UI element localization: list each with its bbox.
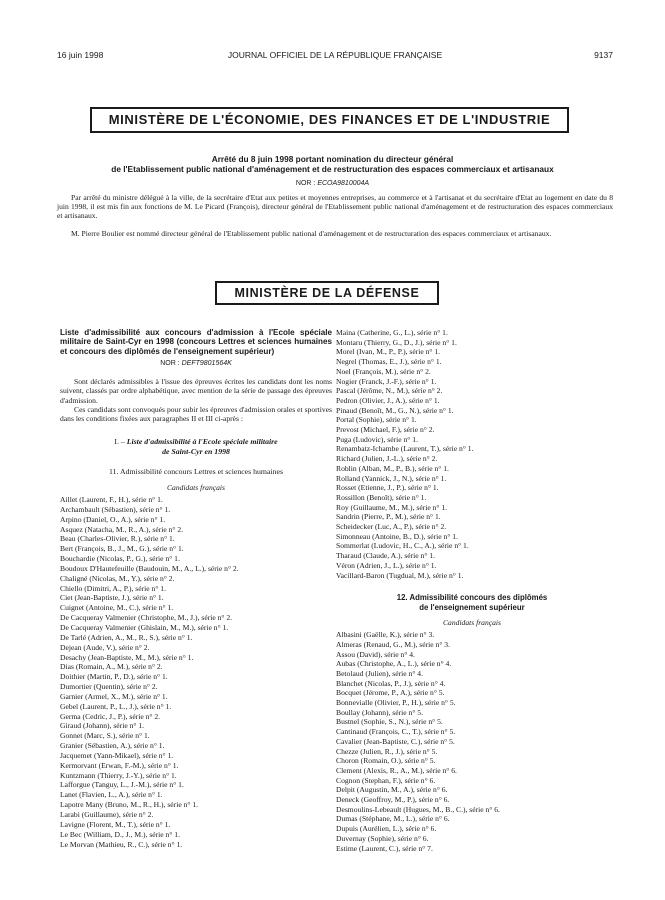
- candidate-entry: Almeras (Renaud, G., M.), série n° 3.: [336, 639, 450, 649]
- candidate-entry: De Tarlé (Adrien, A., M., R., S.), série n° 1.: [60, 632, 193, 642]
- section-1-title-line1: Liste d'admissibilité à l'Ecole spéciale militaire: [126, 437, 278, 447]
- candidate-entry: Aillet (Laurent, F., H.), série n° 1.: [60, 495, 163, 505]
- candidate-entry: Vacillard-Baron (Tugdual, M.), série n° 1.: [336, 570, 464, 580]
- candidate-entry: Nogier (Franck, J.-F.), série n° 1.: [336, 376, 437, 386]
- subsection-12-line1: 12. Admissibilité concours des diplômés: [396, 593, 548, 603]
- candidate-entry: Gonnet (Marc, S.), série n° 1.: [60, 731, 150, 741]
- candidate-entry: Rossillon (Benoît), série n° 1.: [336, 492, 427, 502]
- right-column: [336, 328, 608, 853]
- liste-nor-code: DEFT9801564K: [181, 360, 232, 368]
- section-1-heading: [60, 437, 332, 456]
- left-column: [60, 328, 332, 849]
- candidate-entry: Garnier (Armel, X., M.), série n° 1.: [60, 691, 168, 701]
- candidate-entry: Bustnel (Sophie, S., N.), série n° 5.: [336, 717, 443, 727]
- arrete-title-line2: de l'Etablissement public national d'aménagement et de restructuration des espaces commerciaux et artisanaux: [111, 164, 554, 174]
- candidate-entry: Bert (François, B., J., M., G.), série n° 1.: [60, 544, 184, 554]
- subsection-11-heading: 11. Admissibilité concours Lettres et sciences humaines: [108, 467, 284, 477]
- header-journal-title: JOURNAL OFFICIEL DE LA RÉPUBLIQUE FRANÇAISE: [227, 50, 443, 60]
- header-date: 16 juin 1998: [57, 50, 104, 60]
- subsection-11-category: Candidats français: [166, 483, 225, 493]
- candidate-entry: Rosset (Etienne, J., P.), série n° 1.: [336, 483, 439, 493]
- candidate-entry: Tharaud (Claude, A.), série n° 1.: [336, 551, 435, 561]
- candidate-entry: De Cacqueray Valmenier (Ghislain, M., M.), série n° 1.: [60, 622, 229, 632]
- candidate-entry: Granier (Sébastien, A.), série n° 1.: [60, 741, 165, 751]
- candidate-entry: Pinaud (Benoît, M., G., N.), série n° 1.: [336, 405, 454, 415]
- candidate-entry: Lavigne (Florent, M., T.), série n° 1.: [60, 819, 171, 829]
- candidate-entry: Clement (Alexis, R., A., M.), série n° 6.: [336, 765, 457, 775]
- candidate-list-left: [60, 495, 332, 849]
- candidate-entry: Delpit (Augustin, M., A.), série n° 6.: [336, 785, 448, 795]
- section-1-prefix: I. –: [114, 437, 125, 447]
- liste-nor-label: NOR :: [160, 360, 180, 368]
- candidate-list-right: [336, 328, 608, 580]
- candidate-entry: Lafforgue (Tanguy, L., J.-M.), série n° 1.: [60, 780, 184, 790]
- candidate-entry: Bouchardie (Nicolas, P., G.), série n° 1.: [60, 554, 180, 564]
- candidate-entry: Gebel (Laurent, P., L., J.), série n° 1.: [60, 701, 172, 711]
- candidate-entry: Morel (Ivan, M., P., P.), série n° 1.: [336, 347, 441, 357]
- candidate-entry: Dumortier (Quentin), série n° 2.: [60, 682, 158, 692]
- liste-paragraph-1: Sont déclarés admissibles à l'issue des épreuves écrites les candidats dont les noms suivent, classés par ordre alphabétique, avec mention de la série de passage des épreuves d'admission.: [60, 377, 332, 405]
- arrete-paragraph-2: M. Pierre Boulier est nommé directeur général de l'Etablissement public national d'aménagement et de restructuration des espaces commerciaux et artisanaux.: [71, 229, 552, 238]
- candidate-entry: Roy (Guillaume, M., M.), série n° 1.: [336, 502, 448, 512]
- candidate-entry: Rolland (Yannick, J., N.), série n° 1.: [336, 473, 447, 483]
- candidate-entry: Portal (Sophie), série n° 1.: [336, 415, 417, 425]
- candidate-entry: Boudoux D'Hautefeuille (Baudouin, M., A., L.), série n° 2.: [60, 563, 239, 573]
- candidate-entry: Bonnevialle (Olivier, P., H.), série n° 5.: [336, 698, 456, 708]
- candidate-entry: Betolaud (Julien), série n° 4.: [336, 668, 423, 678]
- candidate-entry: Negrel (Thomas, E., J.), série n° 1.: [336, 357, 442, 367]
- candidate-entry: Blanchet (Nicolas, P., J.), série n° 4.: [336, 678, 446, 688]
- candidate-entry: Cuignet (Antoine, M., C.), série n° 1.: [60, 603, 174, 613]
- candidate-entry: Giraud (Johann), série n° 1.: [60, 721, 145, 731]
- candidate-entry: Arpino (Daniel, O., A.), série n° 1.: [60, 514, 166, 524]
- candidate-entry: Dejean (Aude, V.), série n° 2.: [60, 642, 150, 652]
- candidate-entry: Duvernay (Sophie), série n° 6.: [336, 833, 429, 843]
- candidate-entry: Cognon (Stephan, F.), série n° 6.: [336, 775, 436, 785]
- candidate-entry: Chezze (Julien, R., J.), série n° 5.: [336, 746, 438, 756]
- arrete-title: [40, 154, 625, 174]
- header-page-number: 9137: [594, 50, 613, 60]
- candidate-entry: Dumas (Stéphane, M., L.), série n° 6.: [336, 814, 450, 824]
- candidate-entry: Larabi (Guillaume), série n° 2.: [60, 810, 154, 820]
- candidate-entry: Renambatz-Ichambe (Laurent, T.), série n° 1.: [336, 444, 474, 454]
- candidate-entry: Véron (Adrien, J., L.), série n° 1.: [336, 560, 437, 570]
- candidate-entry: Chaligné (Nicolas, M., Y.), série n° 2.: [60, 573, 175, 583]
- liste-paragraph-2: Ces candidats sont convoqués pour subir les épreuves d'admission orales et sportives dans les conditions fixées aux paragraphes II et III ci-après :: [60, 404, 332, 424]
- candidate-entry: Beau (Charles-Olivier, R.), série n° 1.: [60, 534, 175, 544]
- candidate-entry: Albasini (Gaëlle, K.), série n° 3.: [336, 630, 435, 640]
- candidate-entry: Puga (Ludovic), série n° 1.: [336, 434, 418, 444]
- candidate-entry: Sommerlat (Ludovic, H., C., A.), série n° 1.: [336, 541, 469, 551]
- candidate-entry: Maina (Catherine, G., L.), série n° 1.: [336, 328, 448, 337]
- arrete-nor-label: NOR :: [295, 180, 316, 187]
- subsection-12-category: Candidats français: [442, 618, 501, 628]
- candidate-entry: Germa (Cedric, J., P.), série n° 2.: [60, 711, 161, 721]
- candidate-entry: Montaru (Thierry, G., D., J.), série n° 1.: [336, 337, 457, 347]
- section-1-title-line2: de Saint-Cyr en 1998: [162, 446, 230, 456]
- candidate-entry: Ciet (Jean-Baptiste, J.), série n° 1.: [60, 593, 164, 603]
- candidate-entry: Cavalier (Jean-Baptiste, C.), série n° 5.: [336, 736, 455, 746]
- candidate-entry: Le Morvan (Mathieu, R., C.), série n° 1.: [60, 839, 183, 849]
- candidate-entry: Archambault (Sébastien), série n° 1.: [60, 504, 171, 514]
- subsection-12-heading: [336, 593, 608, 612]
- candidate-entry: Dias (Romain, A., M.), série n° 2.: [60, 662, 163, 672]
- candidate-entry: Desmoulins-Lebeault (Hugues, M., B., C.), série n° 6.: [336, 804, 500, 814]
- candidate-entry: Pedron (Olivier, J., A.), série n° 1.: [336, 395, 440, 405]
- candidate-entry: Roblin (Alban, M., P., B.), série n° 1.: [336, 463, 449, 473]
- liste-nor: [60, 360, 332, 367]
- candidate-entry: Lanet (Flavien, L., A.), série n° 1.: [60, 790, 163, 800]
- ministry-economy-heading: MINISTÈRE DE L'ÉCONOMIE, DES FINANCES ET DE L'INDUSTRIE: [90, 107, 569, 133]
- subsection-12-line2: de l'enseignement supérieur: [419, 602, 525, 612]
- candidate-entry: De Cacqueray Valmenier (Christophe, M., J.), série n° 2.: [60, 613, 233, 623]
- candidate-entry: Assou (David), série n° 4.: [336, 649, 415, 659]
- candidate-entry: Simonneau (Antoine, B., D.), série n° 1.: [336, 531, 458, 541]
- candidate-entry: Deneck (Geoffroy, M., P.), série n° 6.: [336, 795, 450, 805]
- candidate-entry: Doithier (Martin, P., D.), série n° 1.: [60, 672, 168, 682]
- candidate-entry: Pascal (Jérôme, N., M.), série n° 2.: [336, 386, 443, 396]
- liste-title: Liste d'admissibilité aux concours d'admission à l'Ecole spéciale militaire de Saint-Cyr en 1998 (concours Lettres et sciences humaines et concours des diplômés de l'enseignement supérieur): [60, 328, 332, 356]
- candidate-entry: Boullay (Johann), série n° 5.: [336, 707, 423, 717]
- arrete-nor: [40, 180, 625, 187]
- arrete-title-line1: Arrêté du 8 juin 1998 portant nomination du directeur général: [211, 154, 454, 164]
- candidate-entry: Choron (Romain, O.), série n° 5.: [336, 756, 436, 766]
- candidate-entry: Sandrin (Pierre, P., M.), série n° 1.: [336, 512, 441, 522]
- candidate-entry: Aubas (Christophe, A., L.), série n° 4.: [336, 659, 452, 669]
- candidate-entry: Estime (Laurent, C.), série n° 7.: [336, 843, 433, 853]
- candidate-entry: Kermorvant (Erwan, F.-M.), série n° 1.: [60, 760, 179, 770]
- candidate-list-graduates: [336, 630, 608, 853]
- candidate-entry: Asquez (Natacha, M., R., A.), série n° 2.: [60, 524, 184, 534]
- candidate-entry: Noel (François, M.), série n° 2.: [336, 366, 431, 376]
- candidate-entry: Lapotre Many (Bruno, M., R., H.), série n° 1.: [60, 800, 199, 810]
- arrete-nor-code: ECOA9810004A: [317, 180, 370, 187]
- candidate-entry: Bocquet (Jérome, P., A.), série n° 5.: [336, 688, 445, 698]
- candidate-entry: Dupuis (Aurélien, L.), série n° 6.: [336, 824, 437, 834]
- candidate-entry: Prevost (Michael, F.), série n° 2.: [336, 425, 435, 435]
- arrete-paragraph-1: Par arrêté du ministre délégué à la ville, de la secrétaire d'Etat aux petites et moyennes entreprises, au commerce et à l'artisanat et du secrétaire d'Etat au logement en date du 8 juin 1998, il est mis fin aux fonctions de M. Le Picard (François), directeur général de l'Etablissement public national d'aménagement et de restructuration des espaces commerciaux et artisanaux.: [57, 193, 613, 221]
- candidate-entry: Richard (Julien, J.-L.), série n° 2.: [336, 454, 438, 464]
- running-header: [57, 50, 613, 64]
- candidate-entry: Jacquemet (Yann-Mikael), série n° 1.: [60, 750, 174, 760]
- candidate-entry: Desachy (Jean-Baptiste, M., M.), série n° 1.: [60, 652, 194, 662]
- candidate-entry: Le Bec (William, D., J., M.), série n° 1.: [60, 829, 180, 839]
- candidate-entry: Chiello (Dimitri, A., P.), série n° 1.: [60, 583, 166, 593]
- candidate-entry: Cantinaud (François, C., T.), série n° 5.: [336, 727, 456, 737]
- candidate-entry: Kuntzmann (Thierry, J.-Y.), série n° 1.: [60, 770, 177, 780]
- candidate-entry: Scheidecker (Luc, A., P.), série n° 2.: [336, 522, 447, 532]
- ministry-defense-heading: MINISTÈRE DE LA DÉFENSE: [215, 281, 439, 305]
